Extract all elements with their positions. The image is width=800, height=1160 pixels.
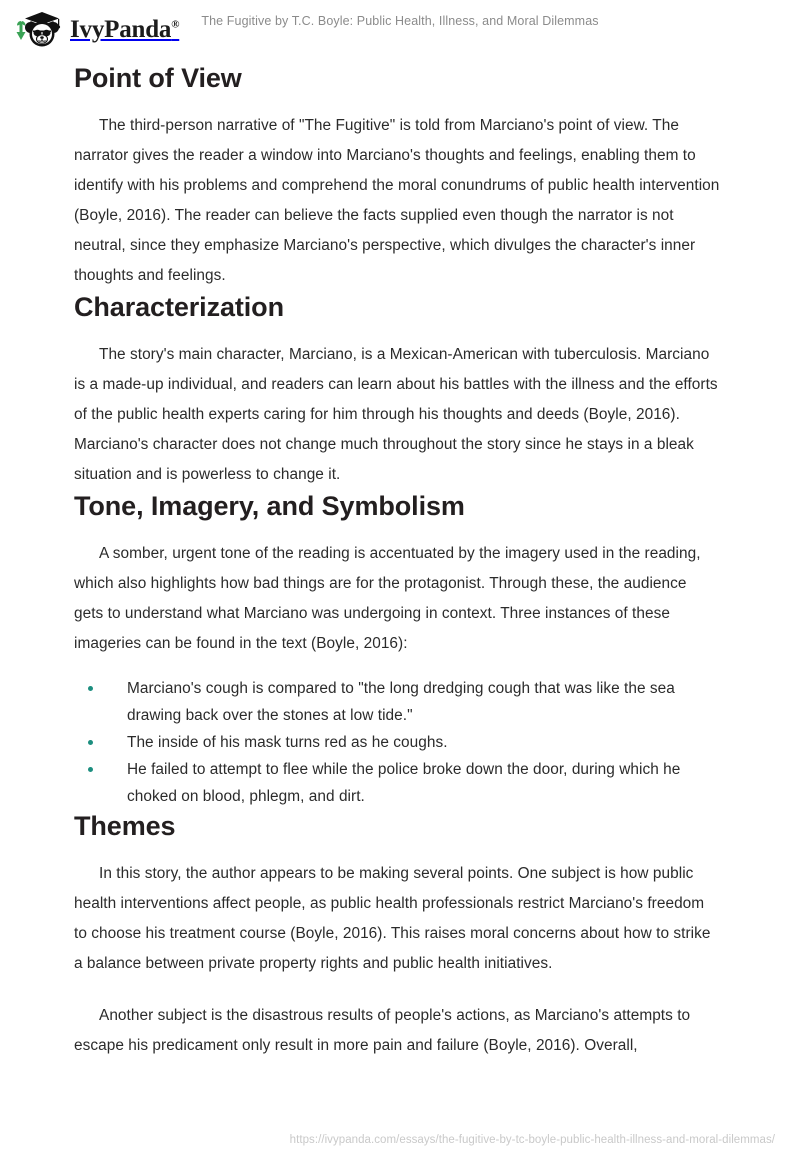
page-header xyxy=(0,0,800,58)
list-item: The inside of his mask turns red as he coughs. xyxy=(74,729,720,756)
article-body xyxy=(74,62,720,1061)
registered-trademark-icon: ® xyxy=(171,18,180,31)
section-heading-themes: Themes xyxy=(74,810,176,841)
paragraph: Another subject is the disastrous results of people's actions, as Marciano's attempts to escape his predicament only result in more pain and failure (Boyle, 2016). Overall, xyxy=(74,1006,691,1054)
document-title: The Fugitive by T.C. Boyle: Public Health, Illness, and Moral Dilemmas xyxy=(201,14,599,28)
source-url-link[interactable]: https://ivypanda.com/essays/the-fugitive-by-tc-boyle-public-health-illness-and-moral-dilemmas/ xyxy=(289,1134,775,1146)
paragraph: The third-person narrative of "The Fugitive" is told from Marciano's point of view. The narrator gives the reader a window into Marciano's thoughts and feelings, enabling them to identify with his problems and comprehend the moral conundrums of public health intervention (Boyle, 2016). The reader can believe the facts supplied even though the narrator is not neutral, since they emphasize Marciano's perspective, which divulges the character's inner thoughts and feelings. xyxy=(74,116,720,284)
list-item: He failed to attempt to flee while the police broke down the door, during which he choked on blood, phlegm, and dirt. xyxy=(74,756,720,810)
paragraph: A somber, urgent tone of the reading is accentuated by the imagery used in the reading, which also highlights how bad things are for the protagonist. Through these, the audience gets to understand what Marciano was undergoing in context. Three instances of these imageries can be found in the text (Boyle, 2016): xyxy=(74,544,701,652)
list-item: Marciano's cough is compared to "the long dredging cough that was like the sea drawing back over the stones at low tide." xyxy=(74,675,720,729)
section-heading-point-of-view: Point of View xyxy=(74,63,242,93)
section-heading-characterization: Characterization xyxy=(74,291,284,322)
paragraph: The story's main character, Marciano, is a Mexican-American with tuberculosis. Marciano is a made-up individual, and readers can learn about his battles with the illness and the efforts of the public health experts caring for him through his thoughts and deeds (Boyle, 2016). Marciano's character does not change much throughout the story since he stays in a bleak situation and is powerless to change it. xyxy=(74,345,718,483)
page-footer xyxy=(0,1130,800,1148)
imagery-bullet-list xyxy=(74,675,720,810)
section-heading-tone-imagery-symbolism: Tone, Imagery, and Symbolism xyxy=(74,490,465,521)
brand-name-text: IvyPanda xyxy=(70,15,172,43)
paragraph: In this story, the author appears to be making several points. One subject is how public health interventions affect people, as public health professionals restrict Marciano's freedom to choose his treatment course (Boyle, 2016). This raises moral concerns about how to strike a balance between private property rights and public health initiatives. xyxy=(74,864,711,972)
